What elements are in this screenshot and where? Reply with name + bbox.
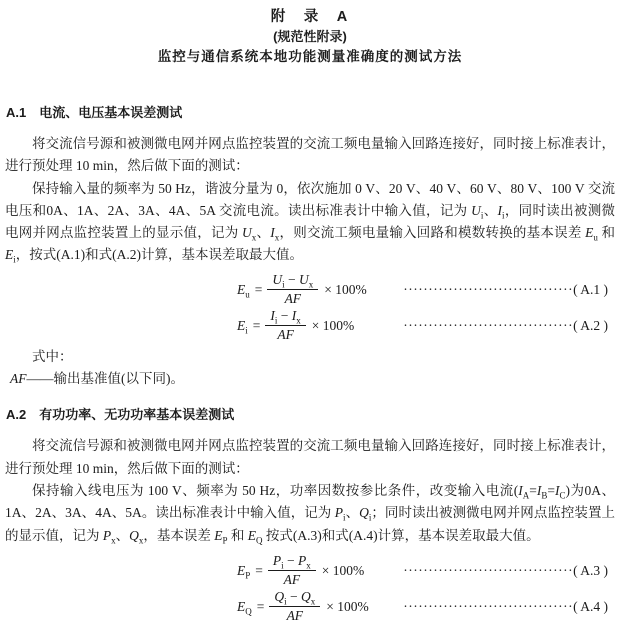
- equation: [237, 589, 369, 624]
- dot-leader: ··································: [403, 598, 574, 614]
- equation: [237, 553, 364, 588]
- paragraph: 保持输入线电压为 100 V、频率为 50 Hz，功率因数按参比条件，改变输入电流$(I_A=I_B=I_C)$为0A、1A、2A、3A、4A、5A。读出标准表计中输入值，记为 $P_i$、$Q_i$；同时读出被测微电网并网点监控装置上的显示值，记为 $P_x$、$Q_x$，基本误差 $E_P$ 和 $E_Q$ 按式(A.3)和式(A.4)计算，基本误差取最大值。: [5, 482, 616, 546]
- numerator: $I_i - I_x$: [265, 308, 305, 326]
- formula-group-a1: [4, 272, 616, 344]
- equals-sign: =: [255, 562, 263, 578]
- section-heading-a2: [4, 405, 616, 425]
- section-title: 有功功率、无功功率基本误差测试: [39, 407, 235, 423]
- formula-number: ( A.1 ): [573, 281, 608, 297]
- multiplier: × 100%: [321, 562, 365, 578]
- equation: [237, 308, 354, 343]
- equals-sign: =: [256, 598, 265, 614]
- formula-a4: [4, 589, 616, 625]
- section-number: A.1: [6, 105, 27, 120]
- appendix-heading: 监控与通信系统本地功能测量准确度的测试方法: [157, 49, 463, 64]
- numerator: $P_i - P_x$: [268, 553, 316, 571]
- symbol-definition: AF——输出基准值(以下同)。: [10, 371, 184, 387]
- multiplier: × 100%: [326, 598, 369, 614]
- denominator: AF: [286, 608, 304, 624]
- formula-lhs: $E_u$: [237, 281, 250, 300]
- formula-lhs: $E_P$: [237, 562, 251, 581]
- fraction: [268, 553, 316, 588]
- numerator: $Q_i - Q_x$: [269, 589, 320, 607]
- equals-sign: =: [254, 281, 263, 297]
- formula-lhs: $E_Q$: [237, 598, 252, 617]
- dot-leader: ··································: [403, 562, 574, 578]
- denominator: AF: [283, 572, 301, 588]
- section-number: A.2: [6, 407, 27, 423]
- formula-number: ( A.4 ): [573, 598, 608, 614]
- numerator: $U_i - U_x$: [267, 272, 318, 290]
- where-label: 式中：: [32, 348, 73, 364]
- equation: [237, 272, 367, 307]
- paragraph: 保持输入量的频率为 50 Hz，谐波分量为 0，依次施加 0 V、20 V、40 V、60 V、80 V、100 V 交流电压和0A、1A、2A、3A、4A、5A 交流电流。读出标准表计中输入值，记为 $U_i$、$I_i$，同时读出被测微电网并网点监控装置上的显示值，记为 $U_x$、$I_x$，则交流工频电量输入回路和模数转换的基本误差 $E_u$ 和 $E_i$，按式(A.1)和式(A.2)计算，基本误差取最大值。: [5, 180, 616, 266]
- formula-number: ( A.2 ): [573, 317, 608, 333]
- formula-a3: [4, 553, 616, 589]
- formula-group-a2: [4, 553, 616, 625]
- multiplier: × 100%: [324, 281, 367, 297]
- paragraph: 将交流信号源和被测微电网并网点监控装置的交流工频电量输入回路连接好，同时接上标准表计，进行预处理 10 min，然后做下面的测试：: [5, 438, 615, 476]
- formula-a2: [4, 308, 616, 344]
- appendix-subtitle: (规范性附录): [273, 29, 347, 44]
- dot-leader: ··································: [403, 317, 574, 333]
- fraction: [269, 589, 320, 624]
- fraction: [265, 308, 305, 343]
- multiplier: × 100%: [311, 317, 355, 333]
- appendix-title: 附 录 A: [270, 9, 350, 25]
- denominator: AF: [277, 327, 294, 343]
- formula-lhs: $E_i$: [237, 317, 248, 336]
- paragraph: 将交流信号源和被测微电网并网点监控装置的交流工频电量输入回路连接好，同时接上标准表计，进行预处理 10 min，然后做下面的测试：: [5, 136, 615, 174]
- denominator: AF: [284, 291, 302, 307]
- equals-sign: =: [252, 317, 261, 333]
- formula-number: ( A.3 ): [573, 562, 608, 578]
- formula-a1: [4, 272, 616, 308]
- fraction: [267, 272, 318, 307]
- section-heading-a1: [4, 103, 616, 123]
- section-title: 电流、电压基本误差测试: [39, 105, 183, 120]
- dot-leader: ··································: [403, 281, 574, 297]
